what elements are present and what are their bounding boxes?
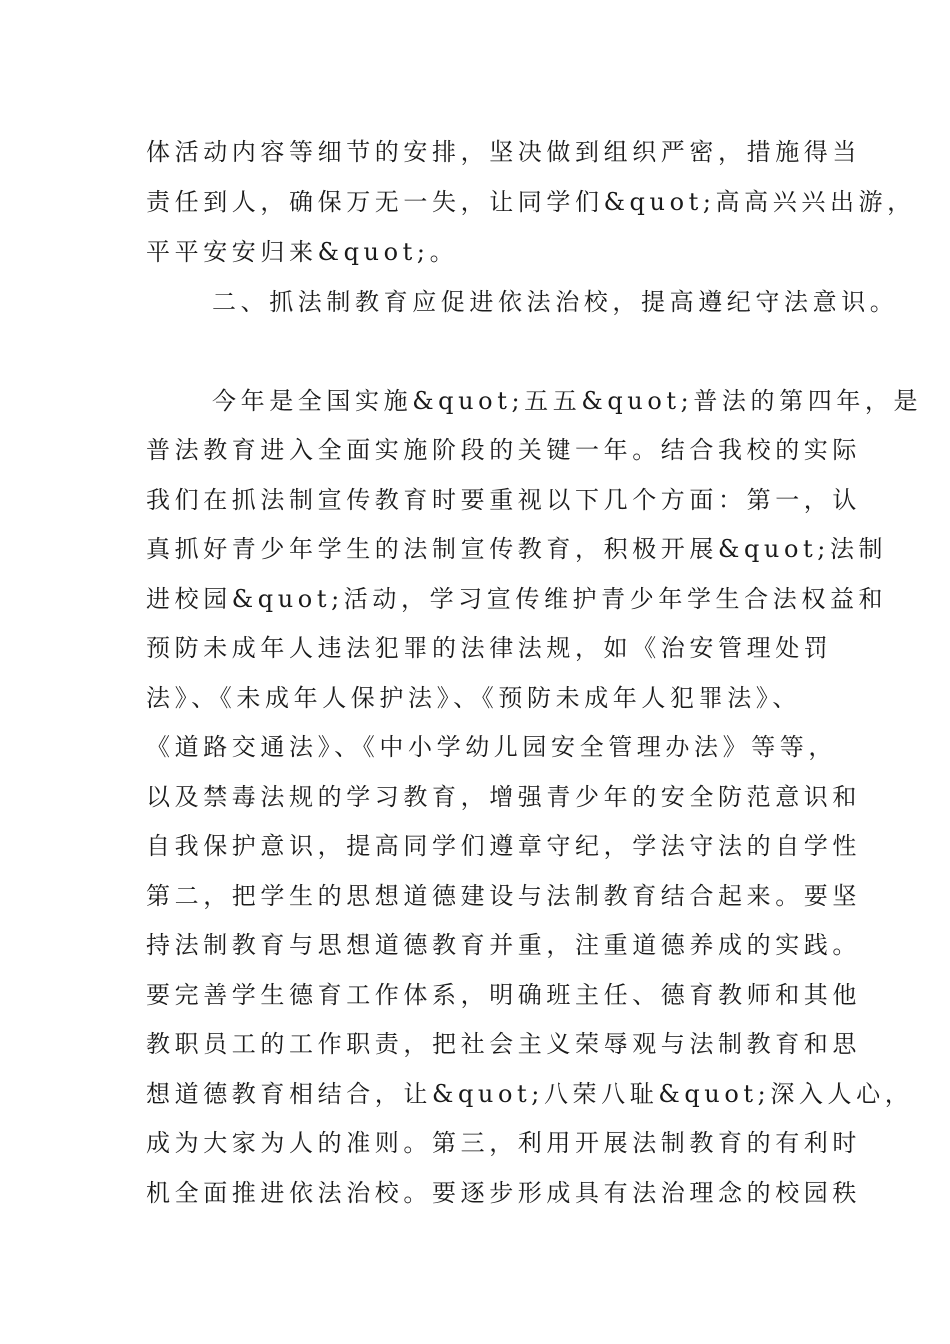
text-line: 今年是全国实施&quot;五五&quot;普法的第四年，是 <box>212 387 923 415</box>
text-line: 我们在抓法制宣传教育时要重视以下几个方面：第一，认 <box>146 486 861 514</box>
section-heading: 二、抓法制教育应促进依法治校，提高遵纪守法意识。 <box>212 288 899 316</box>
text-line: 想道德教育相结合，让&quot;八荣八耻&quot;深入人心， <box>146 1080 914 1108</box>
text-line: 机全面推进依法治校。要逐步形成具有法治理念的校园秩 <box>146 1179 861 1207</box>
text-line: 持法制教育与思想道德教育并重，注重道德养成的实践。 <box>146 931 861 959</box>
text-line: 自我保护意识，提高同学们遵章守纪，学法守法的自学性 <box>146 832 861 860</box>
text-line: 普法教育进入全面实施阶段的关键一年。结合我校的实际 <box>146 436 861 464</box>
text-line: 成为大家为人的准则。第三，利用开展法制教育的有利时 <box>146 1129 861 1157</box>
text-line: 第二，把学生的思想道德建设与法制教育结合起来。要坚 <box>146 882 861 910</box>
text-line: 进校园&quot;活动，学习宣传维护青少年学生合法权益和 <box>146 585 888 613</box>
text-line: 责任到人，确保万无一失，让同学们&quot;高高兴兴出游， <box>146 188 916 216</box>
text-line: 平平安安归来&quot;。 <box>146 238 459 266</box>
text-line: 体活动内容等细节的安排，坚决做到组织严密，措施得当 <box>146 138 861 166</box>
text-line: 法》、《未成年人保护法》、《预防未成年人犯罪法》、 <box>146 684 801 712</box>
text-line: 教职员工的工作职责，把社会主义荣辱观与法制教育和思 <box>146 1030 861 1058</box>
text-line: 以及禁毒法规的学习教育，增强青少年的安全防范意识和 <box>146 783 861 811</box>
text-line: 要完善学生德育工作体系，明确班主任、德育教师和其他 <box>146 981 861 1009</box>
text-line: 真抓好青少年学生的法制宣传教育，积极开展&quot;法制 <box>146 535 888 563</box>
text-line: 预防未成年人违法犯罪的法律法规，如《治安管理处罚 <box>146 634 833 662</box>
text-line: 《道路交通法》、《中小学幼儿园安全管理办法》等等， <box>146 733 837 761</box>
